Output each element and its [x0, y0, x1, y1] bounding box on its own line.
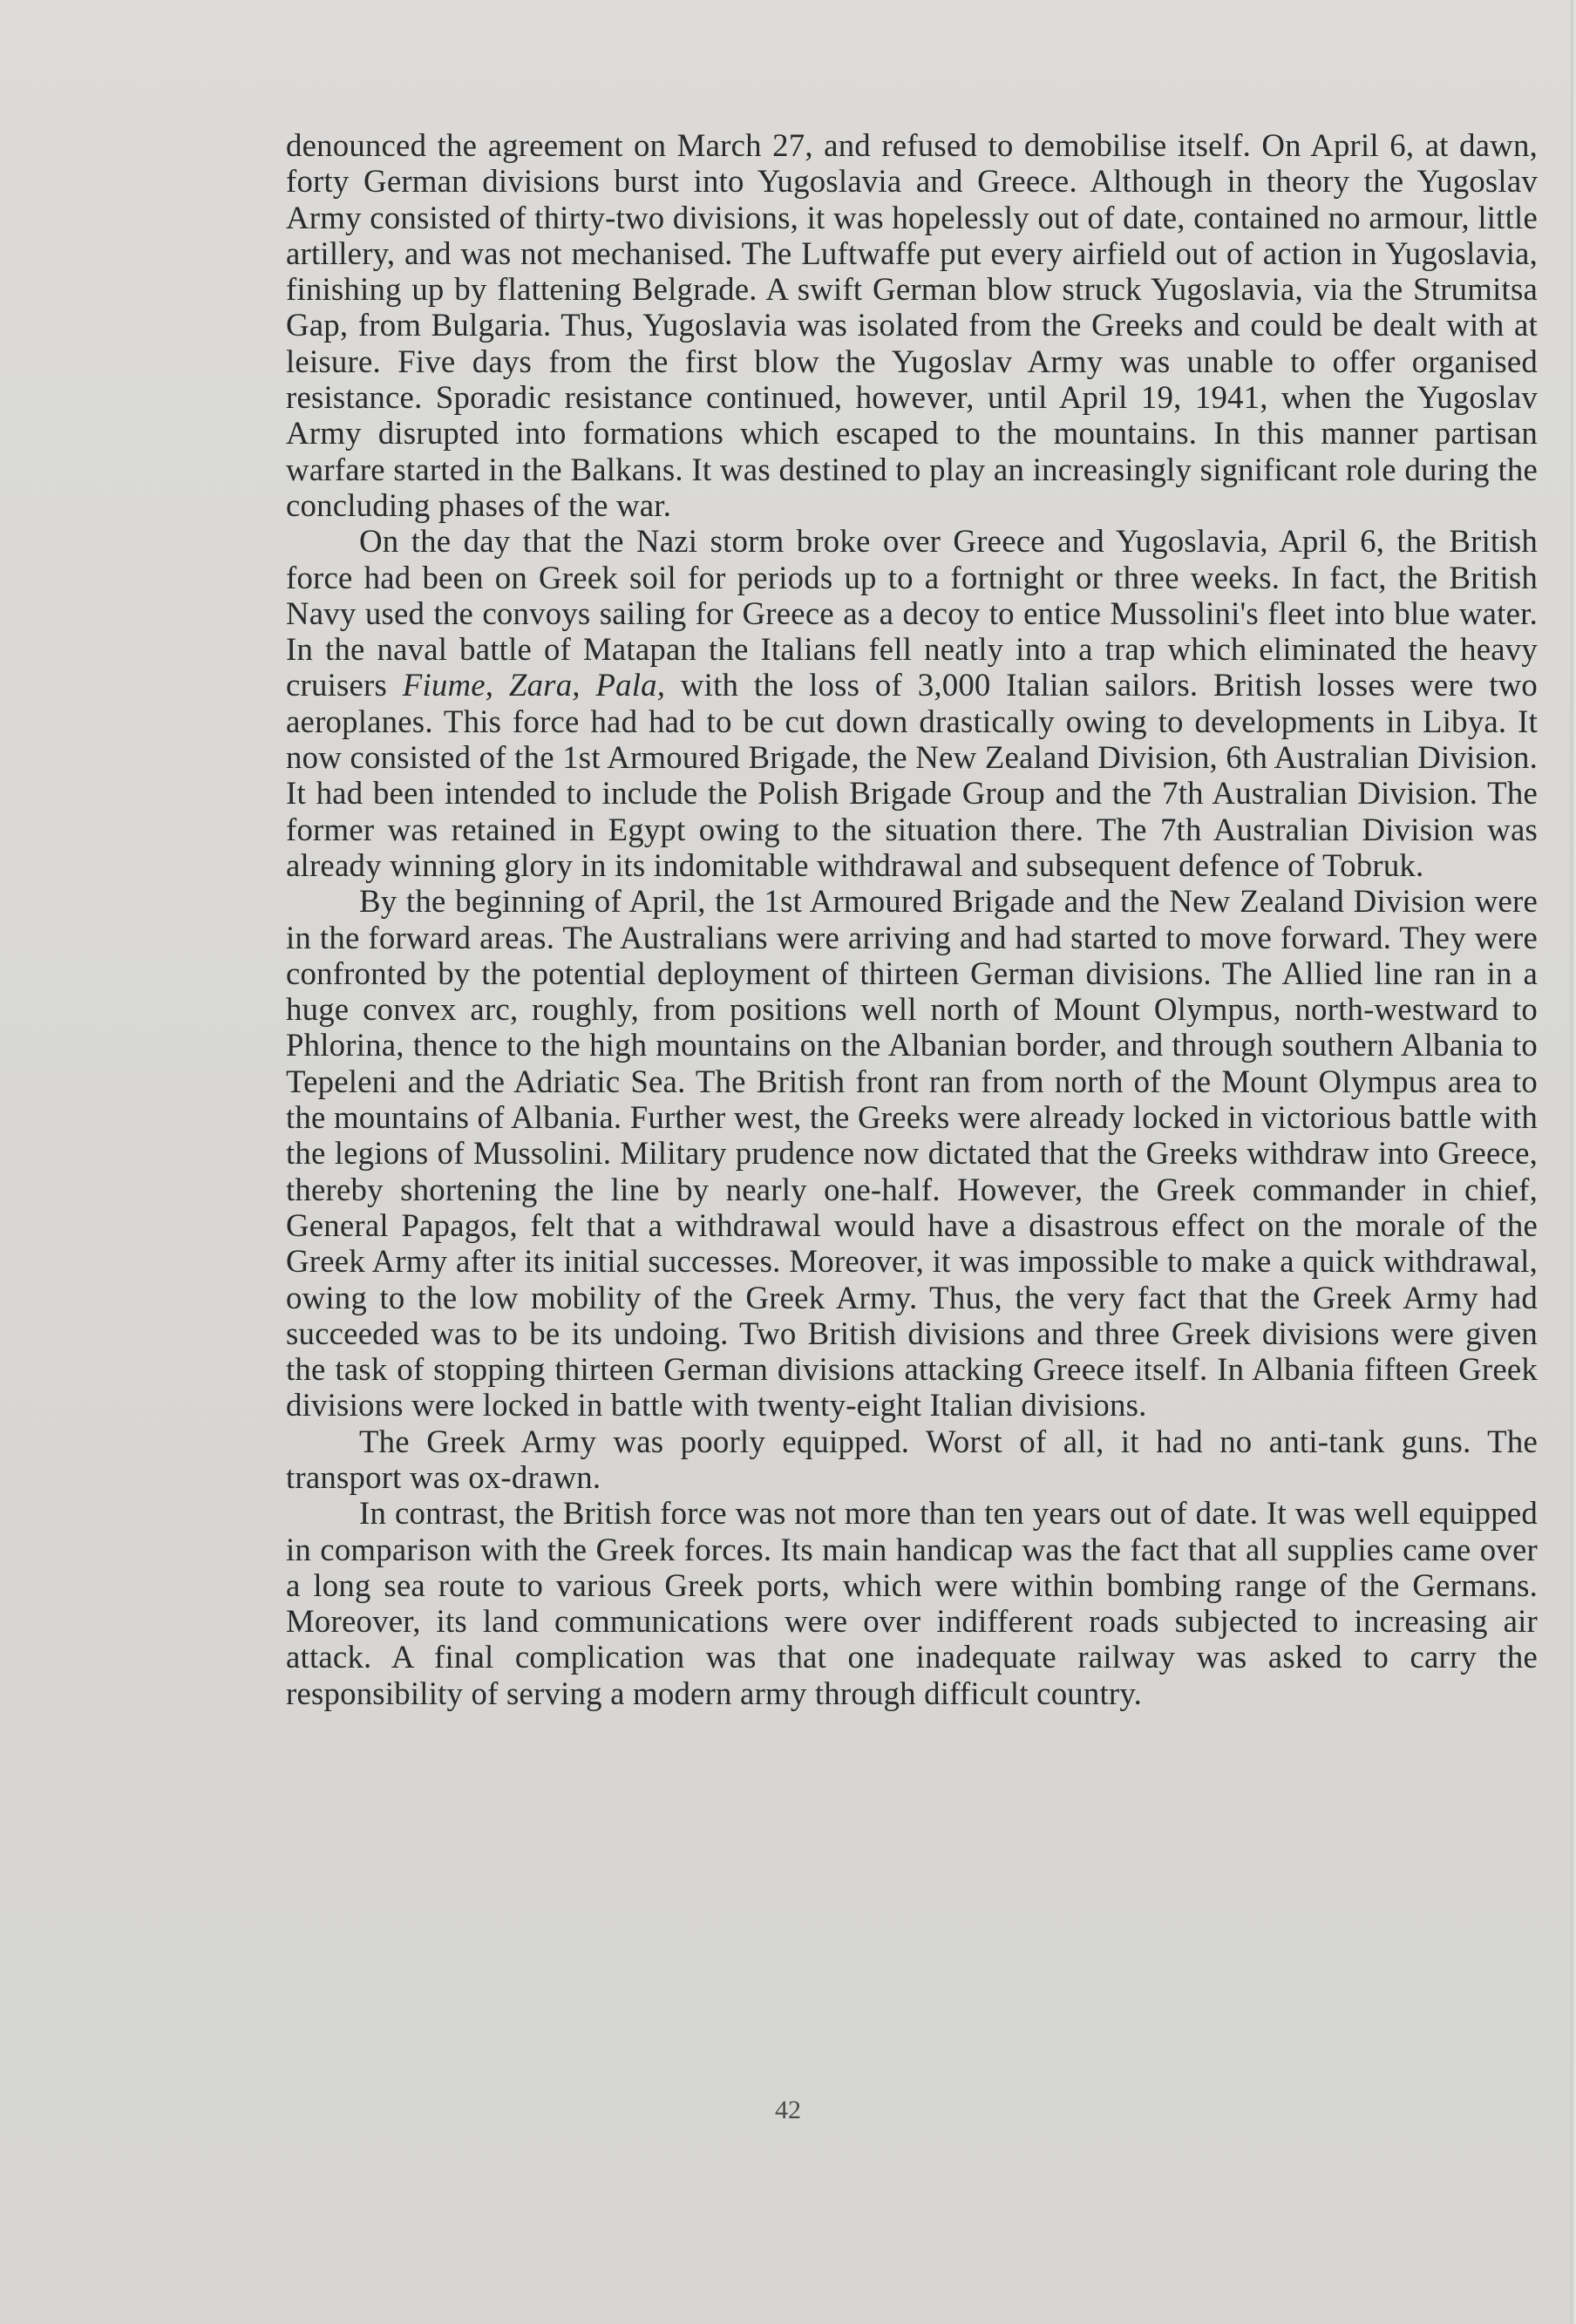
paragraph-1: denounced the agreement on March 27, and refused to demobilise itself. On April 6, at dawn, forty German divisions burst into Yugoslavia and Greece. Although in theory the Yugoslav Army consisted of thirty-two divisions, it was hopelessly out of date, contained no armour, little artillery, and was not mechanised. The Luftwaffe put every airfield out of action in Yugoslavia, finishing up by flattening Belgrade. A swift German blow struck Yugoslavia, via the Strumitsa Gap, from Bulgaria. Thus, Yugoslavia was isolated from the Greeks and could be dealt with at leisure. Five days from the first blow the Yugoslav Army was unable to offer organised resistance. Sporadic resistance continued, however, until April 19, 1941, when the Yugoslav Army disrupted into formations which escaped to the mountains. In this manner partisan warfare started in the Balkans. It was destined to play an increasingly significant role during the concluding phases of the war.: [286, 127, 1538, 523]
page-number: 42: [775, 2096, 801, 2124]
paragraph-2-text-before: On the day that the Nazi storm broke over Greece and Yugoslavia, April 6, the British force had been on Greek soil for periods up to a fortnight or three weeks. In fact, the British Navy used the convoys sailing for Greece as a decoy to entice Mussolini's fleet into blue water. In the naval battle of Matapan the Italians fell neatly into a trap which eliminated the heavy cruisers: [286, 523, 1538, 703]
paragraph-2: [286, 523, 1538, 883]
paragraph-3: By the beginning of April, the 1st Armoured Brigade and the New Zealand Division were in the forward areas. The Australians were arriving and had started to move forward. They were confronted by the potential deployment of thirteen German divisions. The Allied line ran in a huge convex arc, roughly, from positions well north of Mount Olympus, north-westward to Phlorina, thence to the high mountains on the Albanian border, and through southern Albania to Tepeleni and the Adriatic Sea. The British front ran from north of the Mount Olympus area to the mountains of Albania. Further west, the Greeks were already locked in victorious battle with the legions of Mussolini. Military prudence now dictated that the Greeks withdraw into Greece, thereby shortening the line by nearly one-half. However, the Greek commander in chief, General Papagos, felt that a withdrawal would have a disastrous effect on the morale of the Greek Army after its initial successes. Moreover, it was impossible to make a quick withdrawal, owing to the low mobility of the Greek Army. Thus, the very fact that the Greek Army had succeeded was to be its undoing. Two British divisions and three Greek divisions were given the task of stopping thirteen German divisions attacking Greece itself. In Albania fifteen Greek divisions were locked in battle with twenty-eight Italian divisions.: [286, 883, 1538, 1424]
page-edge: [1571, 0, 1576, 2324]
body-text: [286, 127, 1538, 1711]
cruiser-names: Fiume, Zara, Pala,: [402, 667, 666, 703]
paragraph-4: The Greek Army was poorly equipped. Worst of all, it had no anti-tank guns. The transport was ox-drawn.: [286, 1423, 1538, 1495]
paragraph-2-text-after: with the loss of 3,000 Italian sailors. British losses were two aeroplanes. This force had had to be cut down drastically owing to developments in Libya. It now consisted of the 1st Armoured Brigade, the New Zealand Division, 6th Australian Division. It had been intended to include the Polish Brigade Group and the 7th Australian Division. The former was retained in Egypt owing to the situation there. The 7th Australian Division was already winning glory in its indomitable withdrawal and subsequent defence of Tobruk.: [286, 667, 1538, 883]
paragraph-5: In contrast, the British force was not more than ten years out of date. It was well equipped in comparison with the Greek forces. Its main handicap was the fact that all supplies came over a long sea route to various Greek ports, which were within bombing range of the Germans. Moreover, its land communications were over indifferent roads subjected to increasing air attack. A final complication was that one inadequate railway was asked to carry the responsibility of serving a modern army through difficult country.: [286, 1495, 1538, 1711]
